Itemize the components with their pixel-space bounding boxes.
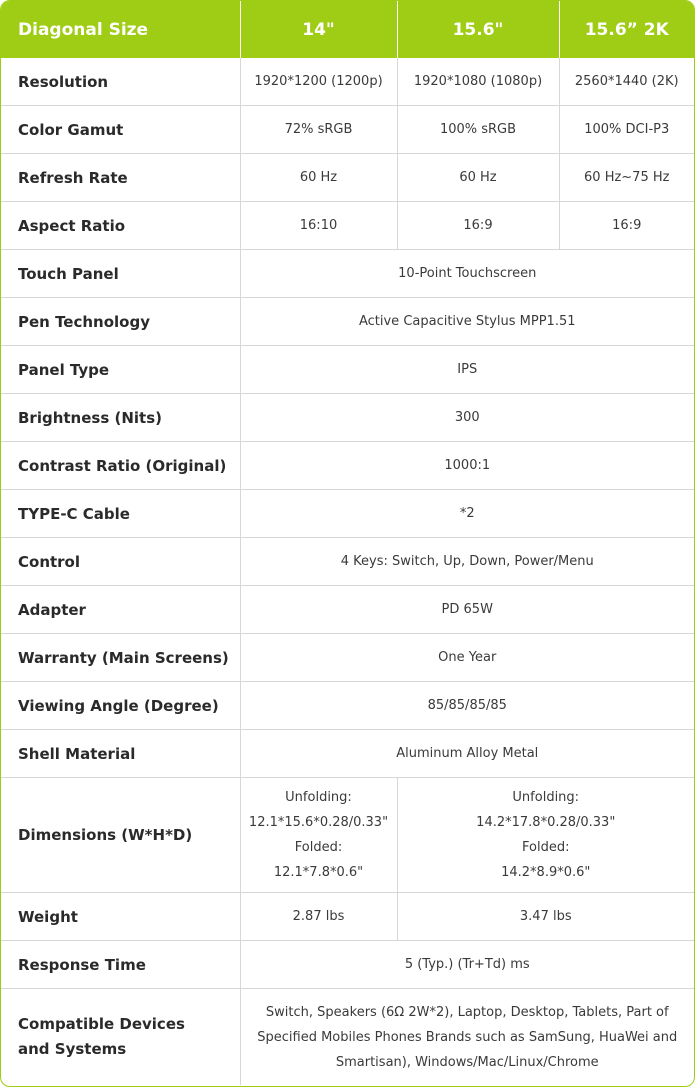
value-warranty: One Year [240,634,694,682]
value-viewing-angle: 85/85/85/85 [240,682,694,730]
row-shell-material [1,730,694,778]
label-dimensions: Dimensions (W*H*D) [1,778,240,893]
row-adapter [1,586,694,634]
value-contrast-ratio: 1000:1 [240,442,694,490]
value-adapter: PD 65W [240,586,694,634]
row-compatible [1,989,694,1086]
value-dimensions-15-6 [397,778,694,893]
value-pen-technology: Active Capacitive Stylus MPP1.51 [240,298,694,346]
row-brightness [1,394,694,442]
label-response-time: Response Time [1,941,240,989]
header-label: Diagonal Size [1,1,240,58]
label-panel-type: Panel Type [1,346,240,394]
row-response-time [1,941,694,989]
value-dimensions-14 [240,778,397,893]
label-viewing-angle: Viewing Angle (Degree) [1,682,240,730]
row-color-gamut [1,106,694,154]
value-resolution-15-6: 1920*1080 (1080p) [397,58,559,106]
row-dimensions [1,778,694,893]
value-panel-type: IPS [240,346,694,394]
spec-table [1,1,694,1085]
row-refresh-rate [1,154,694,202]
label-brightness: Brightness (Nits) [1,394,240,442]
label-compatible-line2: and Systems [18,1040,127,1058]
dimensions-15-6-unfolding-label: Unfolding: [512,790,580,805]
dimensions-15-6-folded-value: 14.2*8.9*0.6" [501,865,591,880]
value-control: 4 Keys: Switch, Up, Down, Power/Menu [240,538,694,586]
value-color-gamut-2k: 100% DCI-P3 [559,106,694,154]
label-contrast-ratio: Contrast Ratio (Original) [1,442,240,490]
value-resolution-2k: 2560*1440 (2K) [559,58,694,106]
value-weight-14: 2.87 lbs [240,893,397,941]
row-weight [1,893,694,941]
label-typec-cable: TYPE-C Cable [1,490,240,538]
value-resolution-14: 1920*1200 (1200p) [240,58,397,106]
value-aspect-ratio-14: 16:10 [240,202,397,250]
label-resolution: Resolution [18,72,109,91]
row-control [1,538,694,586]
value-refresh-rate-14: 60 Hz [240,154,397,202]
label-aspect-ratio: Aspect Ratio [1,202,240,250]
label-pen-technology: Pen Technology [1,298,240,346]
value-compatible: Switch, Speakers (6Ω 2W*2), Laptop, Desktop, Tablets, Part of Specified Mobiles Phones Brands such as SamSung, HuaWei and Smartisan), Windows/Mac/Linux/Chrome [240,989,694,1086]
value-aspect-ratio-15-6: 16:9 [397,202,559,250]
header-size-15-6-2k: 15.6” 2K [559,1,694,58]
dimensions-14-unfolding-value: 12.1*15.6*0.28/0.33" [248,815,389,830]
row-touch-panel [1,250,694,298]
value-brightness: 300 [240,394,694,442]
label-weight: Weight [1,893,240,941]
row-aspect-ratio [1,202,694,250]
dimensions-14-folded-value: 12.1*7.8*0.6" [273,865,364,880]
label-shell-material: Shell Material [1,730,240,778]
value-typec-cable: *2 [240,490,694,538]
label-color-gamut: Color Gamut [1,106,240,154]
label-compatible-line1: Compatible Devices [18,1015,185,1033]
value-shell-material: Aluminum Alloy Metal [240,730,694,778]
row-warranty [1,634,694,682]
label-touch-panel: Touch Panel [1,250,240,298]
row-viewing-angle [1,682,694,730]
value-response-time: 5 (Typ.) (Tr+Td) ms [240,941,694,989]
row-pen-technology [1,298,694,346]
dimensions-14-folded-label: Folded: [294,840,343,855]
row-typec-cable [1,490,694,538]
value-refresh-rate-15-6: 60 Hz [397,154,559,202]
value-touch-panel: 10-Point Touchscreen [240,250,694,298]
label-control: Control [1,538,240,586]
header-row [1,1,694,58]
value-color-gamut-15-6: 100% sRGB [397,106,559,154]
row-contrast-ratio [1,442,694,490]
value-color-gamut-14: 72% sRGB [240,106,397,154]
header-size-15-6: 15.6" [397,1,559,58]
label-refresh-rate: Refresh Rate [1,154,240,202]
dimensions-14-unfolding-label: Unfolding: [285,790,352,805]
dimensions-15-6-unfolding-value: 14.2*17.8*0.28/0.33" [476,815,616,830]
label-adapter: Adapter [1,586,240,634]
value-aspect-ratio-2k: 16:9 [559,202,694,250]
value-refresh-rate-2k: 60 Hz~75 Hz [559,154,694,202]
row-resolution [1,58,694,106]
value-weight-15-6: 3.47 lbs [397,893,694,941]
header-size-14: 14" [240,1,397,58]
row-panel-type [1,346,694,394]
label-warranty: Warranty (Main Screens) [1,634,240,682]
dimensions-15-6-folded-label: Folded: [522,840,570,855]
label-compatible [1,989,240,1086]
